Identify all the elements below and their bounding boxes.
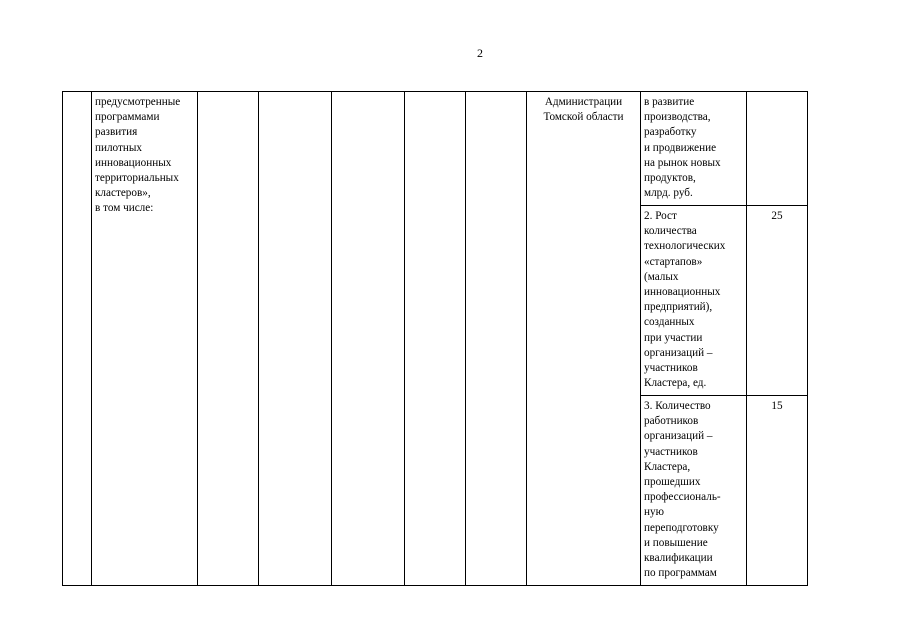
- responsible-text: Администрации Томской области: [543, 96, 624, 124]
- indicator-2-value: 25: [771, 210, 783, 222]
- cell-empty-4: [405, 92, 466, 586]
- page-number: 2: [477, 46, 483, 60]
- cell-indicator-3: [641, 396, 747, 586]
- program-table: [62, 91, 808, 586]
- indicator-1-text: в развитие производства, разработку и продвижение на рынок новых продуктов, млрд. руб.: [644, 96, 721, 200]
- indicator-3-value: 15: [771, 400, 783, 412]
- indicator-2-text: 2. Рост количества технологических «стартапов» (малых инновационных предприятий), созданных при участии организаций – участников Кластера, ед.: [644, 210, 726, 390]
- cell-number-column: [63, 92, 92, 586]
- cell-indicator-2-value: [747, 206, 808, 396]
- event-description-text: предусмотренные программами развития пилотных инновационных территориальных кластеров», в том числе:: [95, 96, 181, 215]
- cell-empty-5: [466, 92, 527, 586]
- cell-empty-1: [198, 92, 259, 586]
- cell-indicator-3-value: [747, 396, 808, 586]
- cell-indicator-2: [641, 206, 747, 396]
- cell-empty-3: [332, 92, 405, 586]
- indicator-3-text: 3. Количество работников организаций – участников Кластера, прошедших профессиональ- ную переподготовку и повышение квалификации по программам: [644, 400, 721, 580]
- cell-indicator-1: [641, 92, 747, 206]
- cell-event-description: [92, 92, 198, 586]
- cell-empty-2: [259, 92, 332, 586]
- cell-responsible: [527, 92, 641, 586]
- cell-indicator-1-value: [747, 92, 808, 206]
